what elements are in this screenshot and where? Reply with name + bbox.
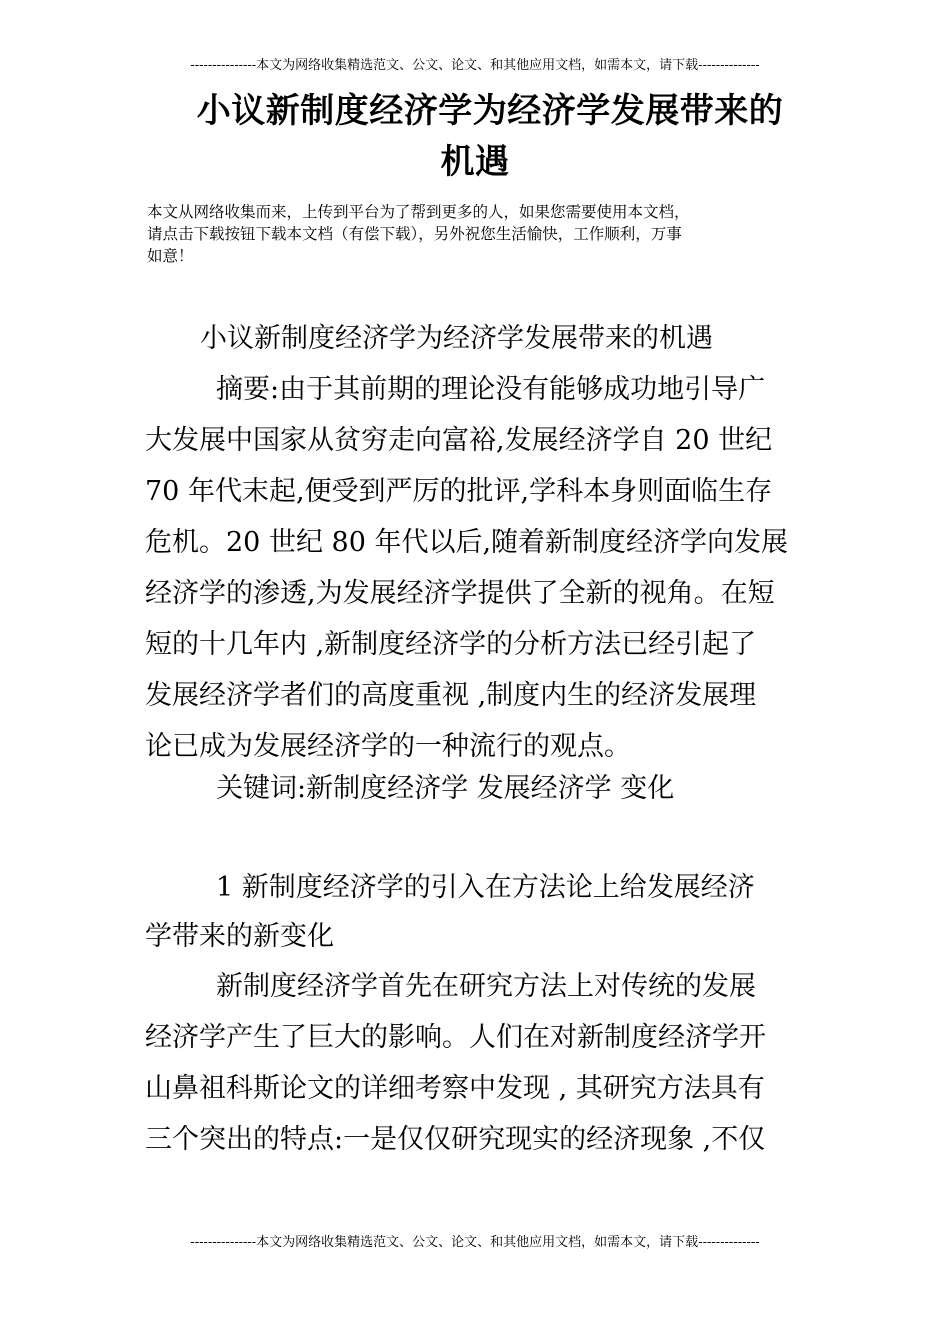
keywords: 关键词:新制度经济学 发展经济学 变化 [216, 773, 675, 804]
abstract-line: 发展经济学者们的高度重视 ,制度内生的经济发展理 [145, 680, 757, 711]
notice-line: 请点击下载按钮下载本文档（有偿下载），另外祝您生活愉快，工作顺利，万事 [147, 225, 682, 243]
notice-line: 如意！ [147, 247, 194, 265]
title-line-1: 小议新制度经济学为经济学发展带来的 [196, 91, 784, 131]
body-line: 新制度经济学首先在研究方法上对传统的发展 [216, 971, 756, 1002]
download-notice [147, 201, 811, 267]
section-heading-line: 学带来的新变化 [145, 921, 334, 952]
notice-line: 本文从网络收集而来，上传到平台为了帮到更多的人，如果您需要使用本文档， [147, 203, 690, 221]
header-banner: ---------------本文为网络收集精选范文、公文、论文、和其他应用文档，如需本文，请下载-------------- [190, 58, 760, 73]
abstract-line: 70 年代末起,便受到严厉的批评,学科本身则面临生存 [145, 476, 773, 507]
abstract-line: 危机。20 世纪 80 年代以后,随着新制度经济学向发展 [145, 527, 789, 558]
footer-banner: ---------------本文为网络收集精选范文、公文、论文、和其他应用文档，如需本文，请下载-------------- [190, 1235, 760, 1250]
section-heading-line: 1 新制度经济学的引入在方法论上给发展经济 [216, 872, 755, 903]
abstract-line: 大发展中国家从贫穷走向富裕,发展经济学自 20 世纪 [145, 425, 773, 456]
abstract-line: 摘要:由于其前期的理论没有能够成功地引导广 [216, 374, 766, 405]
body-line: 山鼻祖科斯论文的详细考察中发现 , 其研究方法具有 [145, 1073, 765, 1104]
abstract-line: 经济学的渗透,为发展经济学提供了全新的视角。在短 [145, 578, 775, 609]
article-subtitle: 小议新制度经济学为经济学发展带来的机遇 [200, 323, 713, 354]
body-line: 经济学产生了巨大的影响。人们在对新制度经济学开 [145, 1022, 766, 1053]
body-line: 三个突出的特点:一是仅仅研究现实的经济现象 ,不仅 [145, 1124, 766, 1155]
title-line-2: 机遇 [440, 142, 510, 182]
abstract-line: 论已成为发展经济学的一种流行的观点。 [145, 731, 631, 762]
abstract-line: 短的十几年内 ,新制度经济学的分析方法已经引起了 [145, 629, 757, 660]
